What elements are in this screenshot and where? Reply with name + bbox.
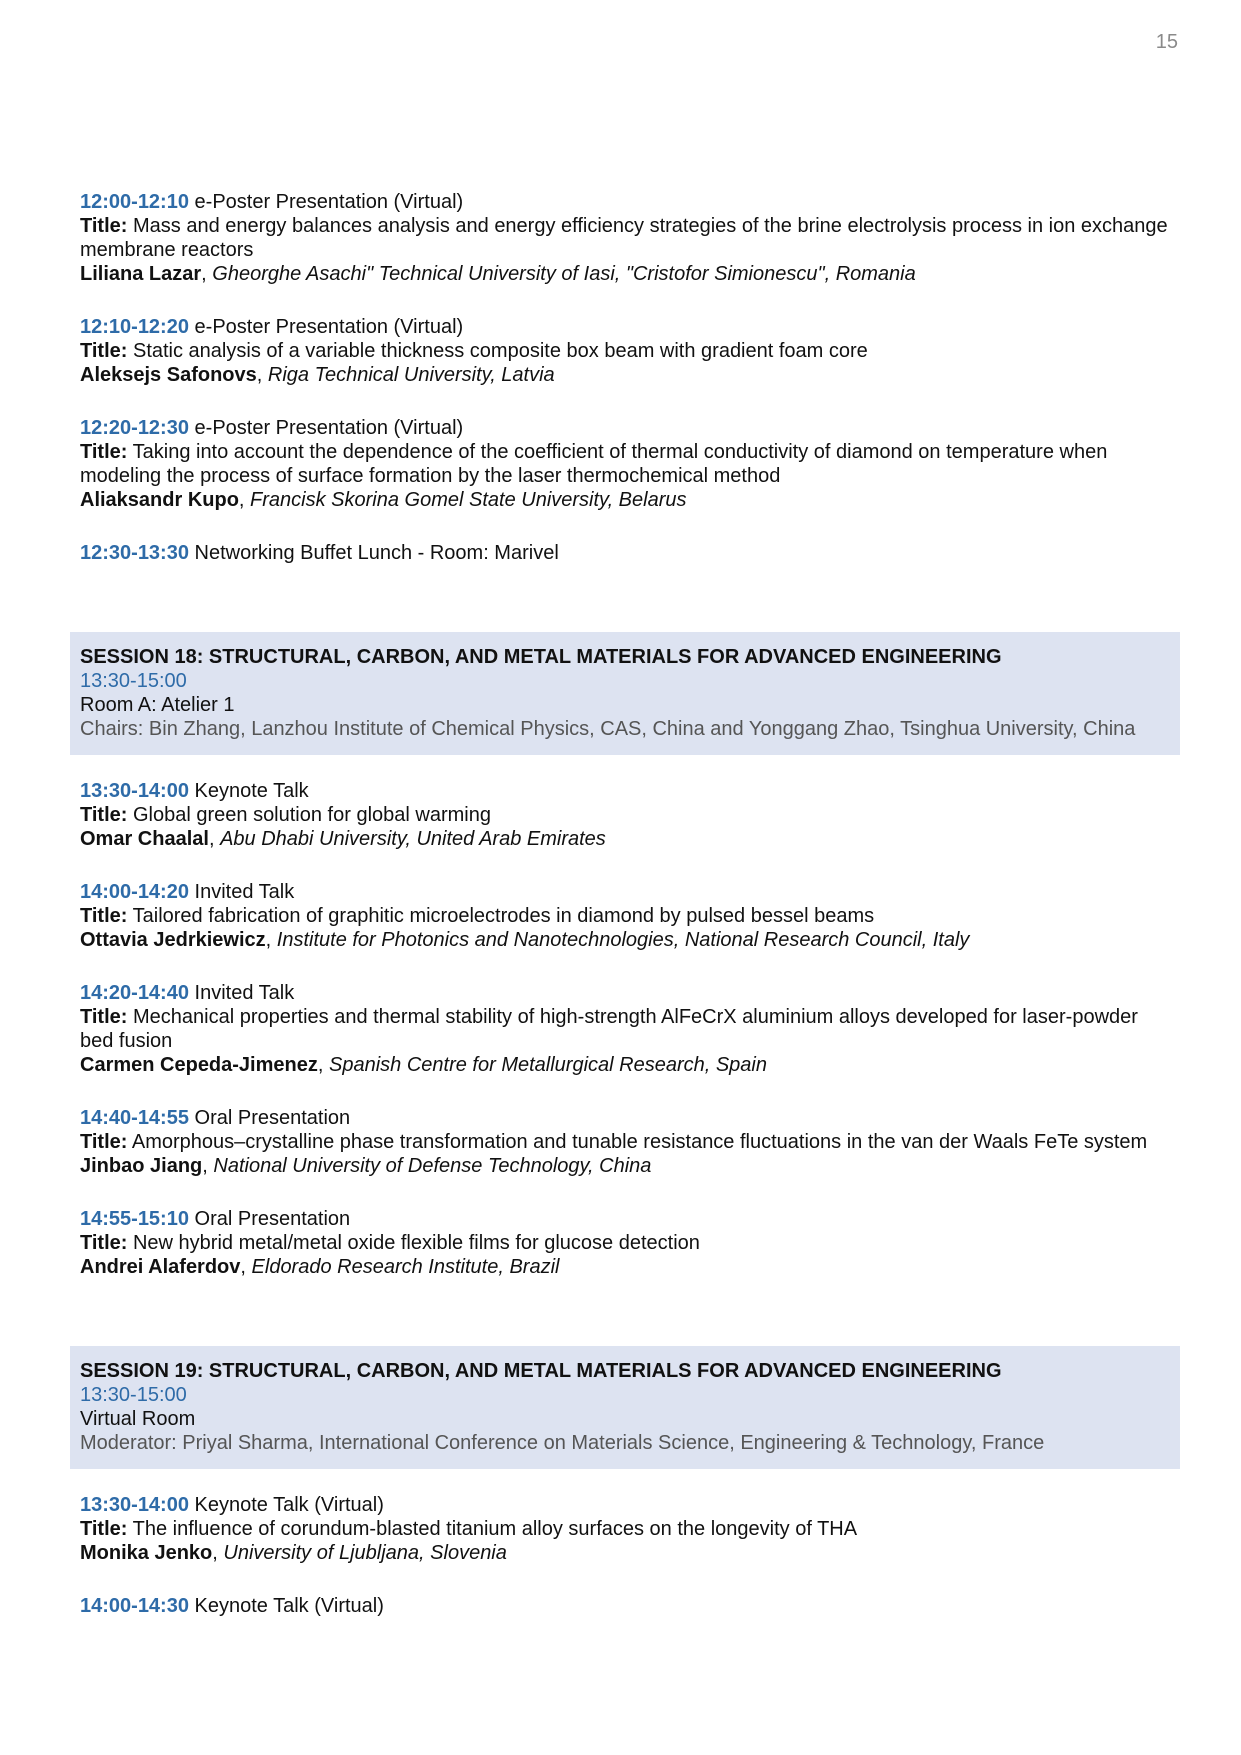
entry-type: e-Poster Presentation (Virtual): [194, 316, 464, 338]
title-label: Title:: [80, 905, 128, 927]
speaker-affiliation: Riga Technical University, Latvia: [267, 364, 555, 386]
speaker-affiliation: Eldorado Research Institute, Brazil: [251, 1256, 560, 1278]
title-label: Title:: [80, 1006, 128, 1028]
entry-type: Invited Talk: [194, 881, 295, 903]
entry-time: 14:55-15:10: [80, 1208, 189, 1230]
speaker-name: Andrei Alaferdov: [80, 1256, 241, 1278]
entry-title: Static analysis of a variable thickness composite box beam with gradient foam core: [132, 340, 868, 362]
entry-type: Oral Presentation: [194, 1208, 351, 1230]
entry-title: Global green solution for global warming: [132, 804, 491, 826]
program-content: [80, 190, 1170, 1647]
entry-type: e-Poster Presentation (Virtual): [194, 417, 464, 439]
entry-time: 13:30-14:00: [80, 1494, 189, 1516]
session-chairs: Chairs: Bin Zhang, Lanzhou Institute of Chemical Physics, CAS, China and Yonggang Zhao, Tsinghua University, China: [80, 718, 1136, 740]
title-label: Title:: [80, 441, 128, 463]
lunch-text: Networking Buffet Lunch - Room: Marivel: [194, 542, 559, 564]
entry-time: 12:00-12:10: [80, 191, 189, 213]
session-time: 13:30-15:00: [80, 670, 187, 692]
entry-time: 14:20-14:40: [80, 982, 189, 1004]
speaker-affiliation: Gheorghe Asachi" Technical University of Iasi, "Cristofor Simionescu", Romania: [212, 263, 916, 285]
speaker-name: Jinbao Jiang: [80, 1155, 203, 1177]
entry-title: The influence of corundum-blasted titanium alloy surfaces on the longevity of THA: [132, 1518, 858, 1540]
speaker-name: Liliana Lazar: [80, 263, 202, 285]
entry-type: e-Poster Presentation (Virtual): [194, 191, 464, 213]
speaker-name: Aleksejs Safonovs: [80, 364, 257, 386]
title-label: Title:: [80, 804, 128, 826]
session-moderator: Moderator: Priyal Sharma, International Conference on Materials Science, Engineering & Technology, France: [80, 1432, 1045, 1454]
entry-title: Taking into account the dependence of the coefficient of thermal conductivity of diamond on temperature when modeling the process of surface formation by the laser thermochemical method: [80, 441, 1108, 487]
program-entry: 14:40-14:55 Oral Presentation Title: Amorphous–crystalline phase transformation and tunable resistance fluctuations in the van der Waals FeTe system Jinbao Jiang, National University of Defense Technology, China: [80, 1107, 1148, 1177]
session-room: Virtual Room: [80, 1408, 196, 1430]
program-entry: 12:00-12:10 e-Poster Presentation (Virtual) Title: Mass and energy balances analysis and energy efficiency strategies of the brine electrolysis process in ion exchange membrane reactors Liliana Lazar, Gheorghe Asachi" Technical University of Iasi, "Cristofor Simionescu", Romania: [80, 191, 1168, 285]
title-label: Title:: [80, 1232, 128, 1254]
session-room: Room A: Atelier 1: [80, 694, 235, 716]
program-entry: 14:00-14:20 Invited Talk Title: Tailored fabrication of graphitic microelectrodes in diamond by pulsed bessel beams Ottavia Jedrkiewicz, Institute for Photonics and Nanotechnologies, National Research Council, Italy: [80, 881, 970, 951]
speaker-affiliation: Francisk Skorina Gomel State University, Belarus: [250, 489, 687, 511]
program-entry: 14:55-15:10 Oral Presentation Title: New hybrid metal/metal oxide flexible films for glucose detection Andrei Alaferdov, Eldorado Research Institute, Brazil: [80, 1208, 700, 1278]
entry-time: 14:40-14:55: [80, 1107, 189, 1129]
speaker-affiliation: University of Ljubljana, Slovenia: [223, 1542, 507, 1564]
entry-time: 13:30-14:00: [80, 780, 189, 802]
entry-title: Amorphous–crystalline phase transformation and tunable resistance fluctuations in the van der Waals FeTe system: [131, 1131, 1148, 1153]
session-19-header: [70, 1346, 1180, 1469]
session-title: SESSION 19: STRUCTURAL, CARBON, AND METAL MATERIALS FOR ADVANCED ENGINEERING: [80, 1360, 1002, 1382]
speaker-affiliation: Spanish Centre for Metallurgical Research, Spain: [329, 1054, 767, 1076]
page-number: 15: [1155, 31, 1178, 53]
entry-time: 14:00-14:20: [80, 881, 189, 903]
entry-type: Keynote Talk (Virtual): [194, 1494, 384, 1516]
speaker-name: Aliaksandr Kupo: [80, 489, 239, 511]
title-label: Title:: [80, 1518, 128, 1540]
speaker-affiliation: National University of Defense Technology, China: [213, 1155, 652, 1177]
program-entry: 13:30-14:00 Keynote Talk Title: Global green solution for global warming Omar Chaalal, Abu Dhabi University, United Arab Emirates: [80, 780, 606, 850]
program-entry: 13:30-14:00 Keynote Talk (Virtual) Title: The influence of corundum-blasted titanium alloy surfaces on the longevity of THA Monika Jenko, University of Ljubljana, Slovenia: [80, 1494, 858, 1564]
entry-time: 12:30-13:30: [80, 542, 189, 564]
speaker-affiliation: Institute for Photonics and Nanotechnologies, National Research Council, Italy: [276, 929, 970, 951]
speaker-name: Monika Jenko: [80, 1542, 213, 1564]
program-entry: 14:20-14:40 Invited Talk Title: Mechanical properties and thermal stability of high-strength AlFeCrX aluminium alloys developed for laser-powder bed fusion Carmen Cepeda-Jimenez, Spanish Centre for Metallurgical Research, Spain: [80, 982, 1138, 1076]
entry-title: Mass and energy balances analysis and energy efficiency strategies of the brine electrolysis process in ion exchange membrane reactors: [80, 215, 1168, 261]
entry-time: 12:20-12:30: [80, 417, 189, 439]
program-entry: [80, 1594, 1170, 1618]
session-time: 13:30-15:00: [80, 1384, 187, 1406]
speaker-name: Omar Chaalal: [80, 828, 209, 850]
program-entry: 12:20-12:30 e-Poster Presentation (Virtual) Title: Taking into account the dependence of the coefficient of thermal conductivity of diamond on temperature when modeling the process of surface formation by the laser thermochemical method Aliaksandr Kupo, Francisk Skorina Gomel State University, Belarus: [80, 417, 1108, 511]
program-entry: 12:10-12:20 e-Poster Presentation (Virtual) Title: Static analysis of a variable thickness composite box beam with gradient foam core Aleksejs Safonovs, Riga Technical University, Latvia: [80, 316, 868, 386]
lunch-entry: [80, 541, 1170, 565]
speaker-name: Ottavia Jedrkiewicz: [80, 929, 266, 951]
entry-type: Oral Presentation: [194, 1107, 351, 1129]
entry-title: Tailored fabrication of graphitic microelectrodes in diamond by pulsed bessel beams: [132, 905, 875, 927]
entry-type: Keynote Talk (Virtual): [194, 1595, 384, 1617]
entry-title: New hybrid metal/metal oxide flexible films for glucose detection: [132, 1232, 700, 1254]
speaker-name: Carmen Cepeda-Jimenez: [80, 1054, 318, 1076]
title-label: Title:: [80, 1131, 128, 1153]
entry-title: Mechanical properties and thermal stability of high-strength AlFeCrX aluminium alloys developed for laser-powder bed fusion: [80, 1006, 1138, 1052]
entry-time: 14:00-14:30: [80, 1595, 189, 1617]
entry-type: Keynote Talk: [194, 780, 309, 802]
entry-time: 12:10-12:20: [80, 316, 189, 338]
title-label: Title:: [80, 340, 128, 362]
session-18-header: [70, 632, 1180, 755]
session-title: SESSION 18: STRUCTURAL, CARBON, AND METAL MATERIALS FOR ADVANCED ENGINEERING: [80, 646, 1002, 668]
title-label: Title:: [80, 215, 128, 237]
entry-type: Invited Talk: [194, 982, 295, 1004]
speaker-affiliation: Abu Dhabi University, United Arab Emirates: [220, 828, 606, 850]
